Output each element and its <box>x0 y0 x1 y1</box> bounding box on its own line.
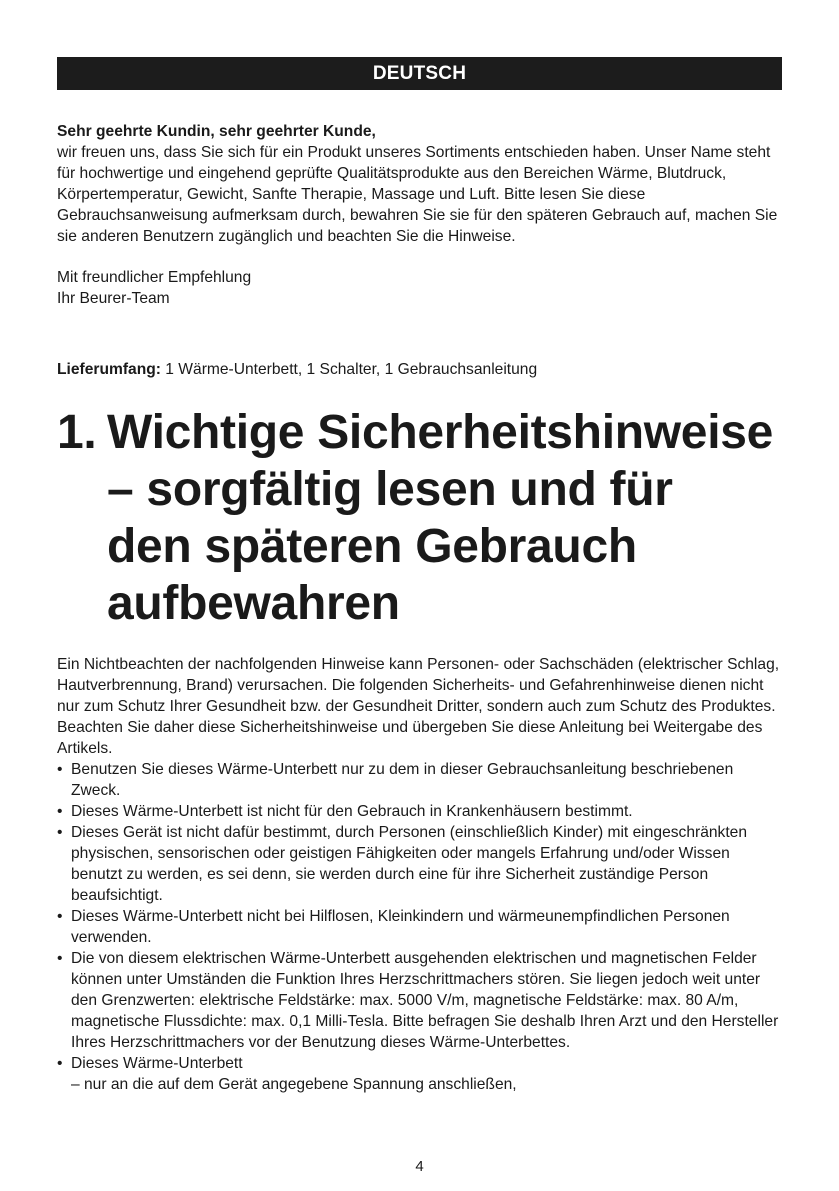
safety-bullet-label: • Dieses Wärme-Unterbett <box>71 1055 243 1072</box>
intro-paragraph: wir freuen uns, dass Sie sich für ein Produkt unseres Sortiments entschieden haben. Unser Name steht für hochwertige und eingehend geprüfte Qualitätsprodukte aus den Bereichen Wärme, Blutdruck, Körpertemperatur, Gewicht, Sanfte Therapie, Massage und Luft. Bitte lesen Sie diese Gebrauchsanweisung aufmerksam durch, bewahren Sie sie für den späteren Gebrauch auf, machen Sie sie anderen Benutzern zugänglich und beachten Sie die Hinweise. <box>57 144 778 245</box>
safety-bullet: • Benutzen Sie dieses Wärme-Unterbett nur zu dem in dieser Gebrauchsanleitung beschriebenen Zweck. <box>57 759 782 801</box>
safety-bullet: • Dieses Wärme-Unterbett nicht bei Hilflosen, Kleinkindern und wärmeunempfindlichen Personen verwenden. <box>57 906 782 948</box>
closing-section <box>57 267 782 309</box>
safety-bullet-list <box>57 759 782 1095</box>
closing-line-1: Mit freundlicher Empfehlung <box>57 269 252 286</box>
scope-text: 1 Wärme-Unterbett, 1 Schalter, 1 Gebrauchsanleitung <box>160 361 538 378</box>
intro-section <box>57 121 782 247</box>
page-number: 4 <box>415 1158 424 1175</box>
section-title-line: – sorgfältig lesen und für <box>107 463 673 516</box>
salutation: Sehr geehrte Kundin, sehr geehrter Kunde, <box>57 123 376 140</box>
section-title-line: den späteren Gebrauch <box>107 520 637 573</box>
scope-label: Lieferumfang: <box>57 361 161 378</box>
safety-bullet: • Die von diesem elektrischen Wärme-Unterbett ausgehenden elektrischen und magnetischen Felder können unter Umständen die Funktion Ihres Herzschrittmachers stören. Sie liegen jedoch weit unter den Grenzwerten: elektrische Feldstärke: max. 5000 V/m, magnetische Feldstärke: max. 80 A/m, magnetische Flussdichte: max. 0,1 Milli-Tesla. Bitte befragen Sie deshalb Ihren Arzt und den Hersteller Ihres Herzschrittmachers vor der Benutzung dieses Wärme-Unterbettes. <box>57 948 782 1053</box>
section-title-line: Wichtige Sicherheitshinweise <box>107 406 774 459</box>
safety-body <box>57 654 782 1095</box>
scope-of-delivery <box>57 359 782 380</box>
closing-line-2: Ihr Beurer-Team <box>57 290 170 307</box>
safety-bullet <box>57 1053 782 1095</box>
section-heading <box>57 404 797 632</box>
safety-bullet-subitem: – nur an die auf dem Gerät angegebene Spannung anschließen, <box>71 1076 517 1093</box>
section-number: 1. <box>57 406 97 459</box>
safety-bullet: • Dieses Wärme-Unterbett ist nicht für den Gebrauch in Krankenhäusern bestimmt. <box>57 801 782 822</box>
safety-bullet: • Dieses Gerät ist nicht dafür bestimmt, durch Personen (einschließlich Kinder) mit eingeschränkten physischen, sensorischen oder geistigen Fähigkeiten oder mangels Erfahrung und/oder Wissen benutzt zu werden, es sei denn, sie werden durch eine für ihre Sicherheit zuständige Person beaufsichtigt. <box>57 822 782 906</box>
section-title-line: aufbewahren <box>107 577 400 630</box>
safety-intro-paragraph: Ein Nichtbeachten der nachfolgenden Hinweise kann Personen- oder Sachschäden (elektrischer Schlag, Hautverbrennung, Brand) verursachen. Die folgenden Sicherheits- und Gefahrenhinweise dienen nicht nur zum Schutz Ihrer Gesundheit bzw. der Gesundheit Dritter, sondern auch zum Schutz des Produktes. Beachten Sie daher diese Sicherheitshinweise und übergeben Sie diese Anleitung bei Weitergabe des Artikels. <box>57 656 780 757</box>
language-header-bar: DEUTSCH <box>57 57 782 90</box>
section-title <box>107 404 797 632</box>
